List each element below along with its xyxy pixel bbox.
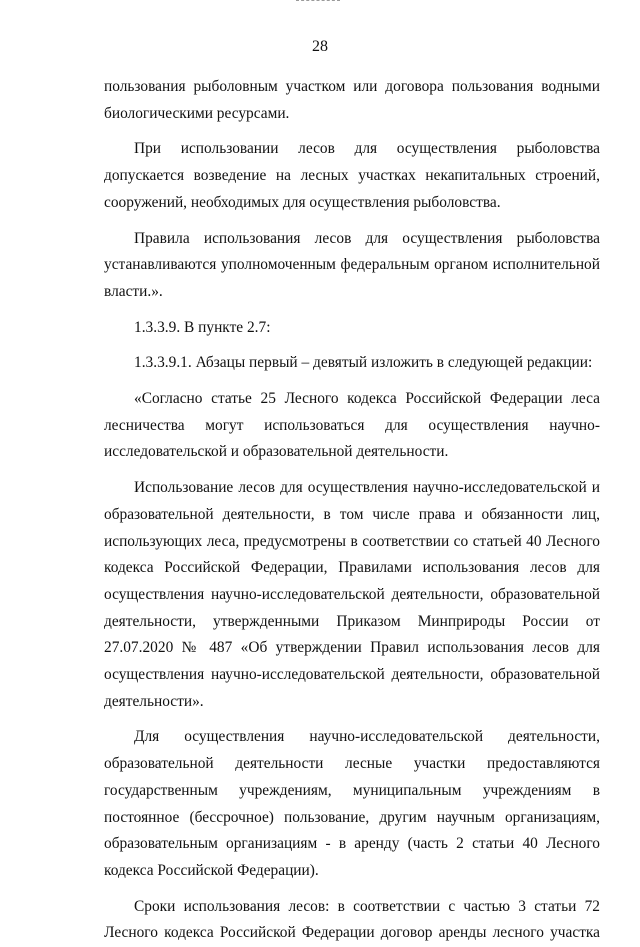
paragraph-article-40: Использование лесов для осуществления научно-исследовательской и образовательной деятельности, в том числе права и обязанности лиц, использующих леса, предусмотрены в соответствии со статьей 40 Лесного кодекса Российской Федерации, Правилами использования лесов для осуществления научно-исследовательской деятельности, образовательной деятельности, утвержденными Приказом Минприроды России от 27.07.2020 № 487 «Об утверждении Правил использования лесов для осуществления научно-исследовательской деятельности, образовательной деятельности».	[104, 479, 600, 710]
paragraph-fishing-rules: Правила использования лесов для осуществления рыболовства устанавливаются уполномоченным федеральным органом исполнительной власти.».	[104, 229, 600, 300]
paragraph-clause-1-3-3-9: 1.3.3.9. В пункте 2.7:	[134, 318, 271, 336]
paragraph-usage-terms: Сроки использования лесов: в соответствии с частью 3 статьи 72 Лесного кодекса Российской Федерации договор аренды лесного участка	[104, 897, 600, 942]
scan-edge-mark	[296, 0, 340, 2]
document-body	[104, 74, 600, 947]
paragraph-land-provision: Для осуществления научно-исследовательской деятельности, образовательной деятельности лесные участки предоставляются государственным учреждениям, муниципальным учреждениям в постоянное (бессрочное) пользование, другим научным организациям, образовательным организациям - в аренду (часть 2 статьи 40 Лесного кодекса Российской Федерации).	[104, 728, 600, 879]
paragraph-continuation: пользования рыболовным участком или договора пользования водными биологическими ресурсами.	[104, 78, 600, 122]
paragraph-fishing-structures: При использовании лесов для осуществления рыболовства допускается возведение на лесных участках некапитальных строений, сооружений, необходимых для осуществления рыболовства.	[104, 140, 600, 211]
paragraph-clause-1-3-3-9-1: 1.3.3.9.1. Абзацы первый – девятый изложить в следующей редакции:	[134, 354, 593, 372]
paragraph-article-25: «Согласно статье 25 Лесного кодекса Российской Федерации леса лесничества могут использоваться для осуществления научно-исследовательской и образовательной деятельности.	[104, 390, 600, 461]
page-number: 28	[312, 38, 328, 55]
